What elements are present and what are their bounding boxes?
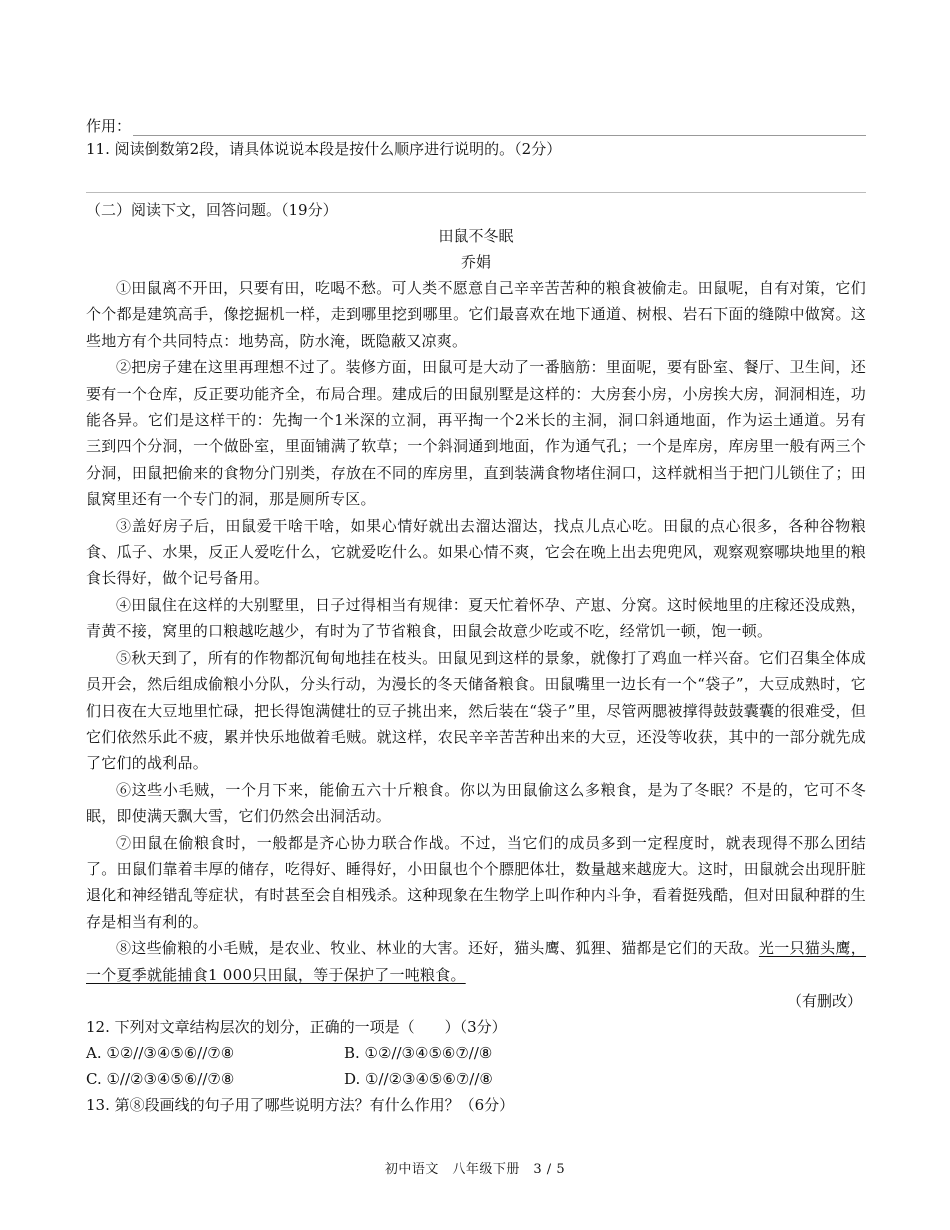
paragraph-4: ④田鼠住在这样的大别墅里，日子过得相当有规律：夏天忙着怀孕、产崽、分窝。这时候地里的庄稼还没成熟，青黄不接，窝里的口粮越吃越少，有时为了节省粮食，田鼠会故意少吃或不吃，经常饥一顿，饱一顿。: [86, 595, 866, 641]
answer-line: [86, 112, 866, 136]
question-11: 11. 阅读倒数第2段，请具体说说本段是按什么顺序进行说明的。（2分）: [86, 140, 562, 158]
option-b[interactable]: B. ①②//③④⑤⑥⑦//⑧: [344, 1043, 493, 1062]
question-12-options: [86, 1040, 866, 1092]
paragraph-5: ⑤秋天到了，所有的作物都沉甸甸地挂在枝头。田鼠见到这样的景象，就像打了鸡血一样兴奋。它们召集全体成员开会，然后组成偷粮小分队，分头行动，为漫长的冬天储备粮食。田鼠嘴里一边长有一个“袋子”，大豆成熟时，它们日夜在大豆地里忙碌，把长得饱满健壮的豆子挑出来，然后装在“袋子”里，尽管两腮被撑得鼓鼓囊囊的很难受，但它们依然乐此不疲，累并快乐地做着毛贼。就这样，农民辛辛苦苦种出来的大豆，还没等收获，其中的一部分就先成了它们的战利品。: [86, 648, 866, 773]
page-footer: 初中语文 八年级下册 3 / 5: [384, 1162, 566, 1177]
source-note: （有删改）: [786, 991, 862, 1010]
paragraph-1: ①田鼠离不开田，只要有田，吃喝不愁。可人类不愿意自己辛辛苦苦种的粮食被偷走。田鼠呢，自有对策，它们个个都是建筑高手，像挖掘机一样，走到哪里挖到哪里。它们最喜欢在地下通道、树根、岩石下面的缝隙中做窝。这些地方有个共同特点：地势高，防水淹，既隐蔽又凉爽。: [86, 279, 866, 350]
answer-blank-11[interactable]: [86, 162, 866, 193]
question-12-stem: 12. 下列对文章结构层次的划分，正确的一项是（ ）（3分）: [86, 1017, 507, 1036]
option-c[interactable]: C. ①//②③④⑤⑥//⑦⑧: [86, 1069, 235, 1088]
paragraph-2: ②把房子建在这里再理想不过了。装修方面，田鼠可是大动了一番脑筋：里面呢，要有卧室、餐厅、卫生间，还要有一个仓库，反正要功能齐全，布局合理。建成后的田鼠别墅是这样的：大房套小房，小房挨大房，洞洞相连，功能各异。它们是这样干的：先掏一个1米深的立洞，再平掏一个2米长的主洞，洞口斜通地面，作为运土通道。另有三到四个分洞，一个做卧室，里面铺满了软草；一个斜洞通到地面，作为通气孔；一个是库房，库房里一般有两三个分洞，田鼠把偷来的食物分门别类，存放在不同的库房里，直到装满食物堵住洞口，这样就相当于把门儿锁住了；田鼠窝里还有一个专门的洞，那是厕所专区。: [86, 358, 866, 509]
option-a[interactable]: A. ①②//③④⑤⑥//⑦⑧: [86, 1043, 235, 1062]
section-2-heading: （二）阅读下文，回答问题。（19分）: [86, 201, 338, 219]
paragraph-3: ③盖好房子后，田鼠爱干啥干啥，如果心情好就出去溜达溜达，找点儿点心吃。田鼠的点心很多，各种谷物粮食、瓜子、水果，反正人爱吃什么，它就爱吃什么。如果心情不爽，它会在晚上出去兜兜风，观察观察哪块地里的粮食长得好，做个记号备用。: [86, 516, 866, 588]
article-title: 田鼠不冬眠: [438, 227, 514, 245]
answer-blank[interactable]: [133, 119, 866, 136]
underlined-sentence: 光一只猫头鹰，一个夏季就能捕食1 000只田鼠，等于保护了一吨粮食。: [86, 939, 866, 984]
page-body: [86, 112, 866, 1118]
question-13: 13. 第⑧段画线的句子用了哪些说明方法？有什么作用？（6分）: [86, 1095, 515, 1114]
paragraph-8-text: ⑧这些偷粮的小毛贼，是农业、牧业、林业的大害。还好，猫头鹰、狐狸、猫都是它们的天敌。: [116, 939, 759, 958]
paragraph-6: ⑥这些小毛贼，一个月下来，能偷五六十斤粮食。你以为田鼠偷这么多粮食，是为了冬眠？不是的，它可不冬眠，即使满天飘大雪，它们仍然会出洞活动。: [86, 780, 866, 826]
paragraph-8: [86, 935, 866, 988]
answer-label: 作用：: [86, 117, 132, 135]
paragraph-7: ⑦田鼠在偷粮食时，一般都是齐心协力联合作战。不过，当它们的成员多到一定程度时，就表现得不那么团结了。田鼠们靠着丰厚的储存，吃得好、睡得好，小田鼠也个个膘肥体壮，数量越来越庞大。这时，田鼠就会出现肝脏退化和神经错乱等症状，有时甚至会自相残杀。这种现象在生物学上叫作种内斗争，看着挺残酷，但对田鼠种群的生存是相当有利的。: [86, 833, 866, 931]
option-d[interactable]: D. ①//②③④⑤⑥⑦//⑧: [344, 1069, 493, 1088]
article-author: 乔娟: [460, 253, 491, 271]
